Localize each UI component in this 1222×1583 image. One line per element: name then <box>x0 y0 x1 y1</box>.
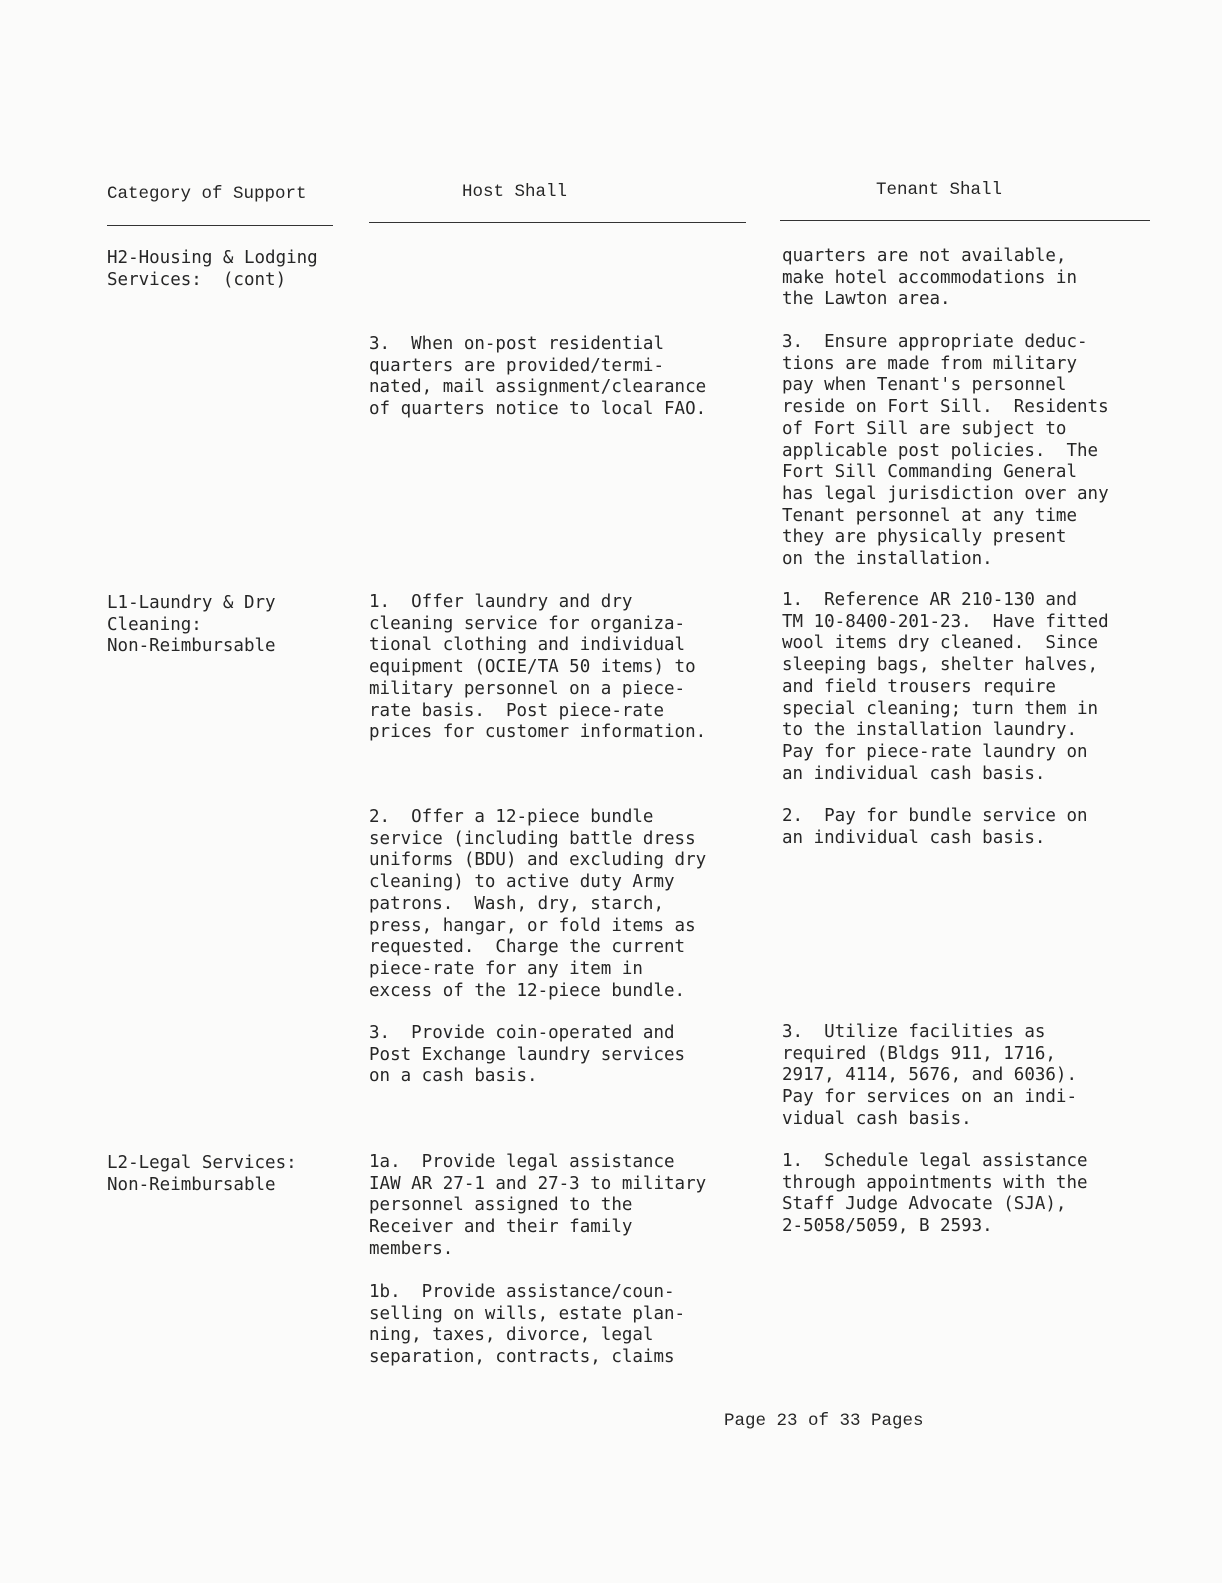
header-rule-category <box>107 225 333 226</box>
row-l1-host-item-3: 3. Provide coin-operated and Post Exchange laundry services on a cash basis. <box>369 1023 686 1087</box>
header-rule-host <box>369 222 746 223</box>
row-h2-category: H2-Housing & Lodging Services: (cont) <box>107 248 318 290</box>
header-tenant-shall: Tenant Shall <box>876 180 1003 200</box>
row-l2-category: L2-Legal Services: Non-Reimbursable <box>107 1153 297 1195</box>
row-l1-tenant-item-3: 3. Utilize facilities as required (Bldgs 911, 1716, 2917, 4114, 5676, and 6036). Pay for services on an indi- vidual cash basis. <box>782 1022 1078 1129</box>
row-l1-tenant-item-2: 2. Pay for bundle service on an individual cash basis. <box>782 806 1088 848</box>
row-h2-host-item-3: 3. When on-post residential quarters are provided/termi- nated, mail assignment/clearance of quarters notice to local FAO. <box>369 334 707 420</box>
row-l2-host-item-1a: 1a. Provide legal assistance IAW AR 27-1 and 27-3 to military personnel assigned to the Receiver and their family members. <box>369 1152 707 1259</box>
page-number: Page 23 of 33 Pages <box>724 1411 924 1431</box>
row-l1-category: L1-Laundry & Dry Cleaning: Non-Reimbursable <box>107 593 276 657</box>
header-host-shall: Host Shall <box>462 182 568 202</box>
row-l1-host-item-2: 2. Offer a 12-piece bundle service (including battle dress uniforms (BDU) and excluding dry cleaning) to active duty Army patrons. Wash, dry, starch, press, hangar, or fold items as requested. Charge the current piece-rate for any item in excess of the 12-piece bundle. <box>369 807 707 1001</box>
header-category-of-support: Category of Support <box>107 184 307 204</box>
row-h2-tenant-item-3: 3. Ensure appropriate deduc- tions are made from military pay when Tenant's personnel reside on Fort Sill. Residents of Fort Sill are subject to applicable post policies. The Fort Sill Commanding General has legal jurisdiction over any Tenant personnel at any time they are physically present on the installation. <box>782 332 1109 570</box>
header-rule-tenant <box>780 220 1150 221</box>
row-l1-host-item-1: 1. Offer laundry and dry cleaning service for organiza- tional clothing and individual equipment (OCIE/TA 50 items) to military personnel on a piece- rate basis. Post piece-rate prices for customer information. <box>369 592 707 743</box>
row-l2-tenant-item-1: 1. Schedule legal assistance through appointments with the Staff Judge Advocate (SJA), 2-5058/5059, B 2593. <box>782 1151 1088 1237</box>
row-h2-tenant-cont: quarters are not available, make hotel accommodations in the Lawton area. <box>782 246 1078 310</box>
row-l1-tenant-item-1: 1. Reference AR 210-130 and TM 10-8400-201-23. Have fitted wool items dry cleaned. Since sleeping bags, shelter halves, and field trousers require special cleaning; turn them in to the installation laundry. Pay for piece-rate laundry on an individual cash basis. <box>782 590 1109 784</box>
row-l2-host-item-1b: 1b. Provide assistance/coun- selling on wills, estate plan- ning, taxes, divorce, legal separation, contracts, claims <box>369 1282 686 1368</box>
